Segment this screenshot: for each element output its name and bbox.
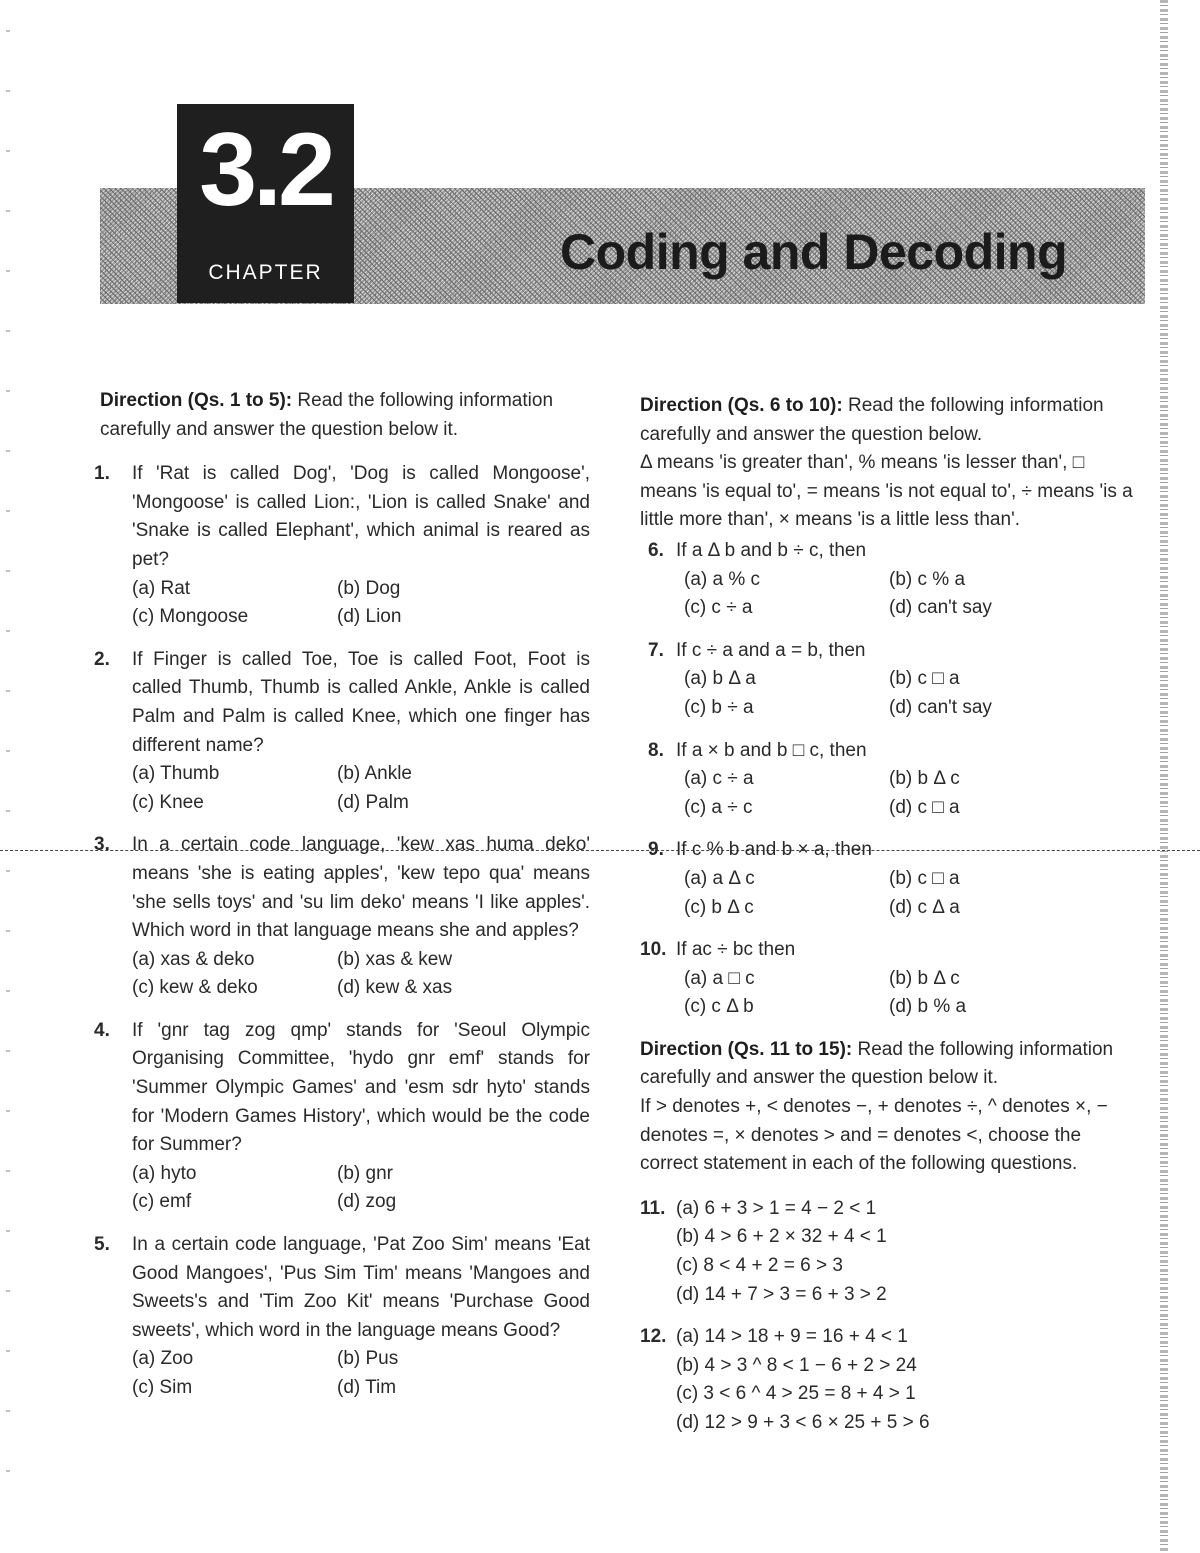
option-a[interactable]: (a) a □ c (684, 967, 755, 989)
options (132, 1160, 590, 1217)
option-a[interactable]: (a) xas & deko (132, 948, 255, 970)
question-text: If a × b and b □ c, then (676, 739, 867, 761)
option-d[interactable]: (d) c Δ a (889, 896, 960, 918)
chapter-number: 3.2 (199, 112, 332, 228)
question-8 (640, 737, 1142, 823)
options (132, 1345, 590, 1402)
question-number: 4. (94, 1019, 110, 1041)
statement-c[interactable]: (c) 3 < 6 ^ 4 > 25 = 8 + 4 > 1 (676, 1383, 916, 1405)
option-d[interactable]: (d) Lion (337, 606, 402, 628)
statement-options (676, 1323, 1142, 1437)
question-text: In a certain code language, 'Pat Zoo Sim' means 'Eat Good Mangoes', 'Pus Sim Tim' means 'Mangoes and Sweets's and 'Tim Zoo Kit' means 'Purchase Good sweets', which word in the language means Good? (132, 1234, 590, 1341)
direction-11-15 (640, 1036, 1142, 1179)
options (676, 566, 1142, 623)
option-c[interactable]: (c) Knee (132, 791, 204, 813)
option-d[interactable]: (d) c □ a (889, 796, 960, 818)
option-c[interactable]: (c) kew & deko (132, 977, 258, 999)
direction-text: Read the following information carefully and answer the question below it. (640, 1038, 1114, 1089)
question-number: 8. (648, 739, 664, 761)
statement-a[interactable]: (a) 6 + 3 > 1 = 4 − 2 < 1 (676, 1197, 877, 1219)
question-number: 11. (640, 1197, 666, 1219)
option-b[interactable]: (b) c % a (889, 568, 966, 590)
option-a[interactable]: (a) a % c (684, 568, 761, 590)
option-a[interactable]: (a) Thumb (132, 763, 220, 785)
statement-options (676, 1195, 1142, 1309)
question-text: If c ÷ a and a = b, then (676, 639, 866, 661)
statement-b[interactable]: (b) 4 > 3 ^ 8 < 1 − 6 + 2 > 24 (676, 1354, 917, 1376)
option-a[interactable]: (a) b Δ a (684, 668, 756, 690)
binding-dots (6, 30, 10, 1510)
question-text: If 'gnr tag zog qmp' stands for 'Seoul Olympic Organising Committee, 'hydo gnr emf' stands for 'Summer Olympic Games' and 'esm sdr hyto' stands for 'Modern Games History', which would be the code for Summer? (132, 1019, 590, 1156)
question-number: 1. (94, 463, 110, 485)
direction-lead: Direction (Qs. 11 to 15): (640, 1038, 853, 1060)
question-number: 9. (648, 839, 664, 861)
option-b[interactable]: (b) Dog (337, 577, 401, 599)
question-10 (640, 936, 1142, 1022)
option-a[interactable]: (a) hyto (132, 1162, 197, 1184)
options (132, 946, 590, 1003)
option-c[interactable]: (c) c Δ b (684, 996, 754, 1018)
option-c[interactable]: (c) b Δ c (684, 896, 754, 918)
option-d[interactable]: (d) Tim (337, 1377, 397, 1398)
option-a[interactable]: (a) c ÷ a (684, 768, 754, 790)
statement-b[interactable]: (b) 4 > 6 + 2 × 32 + 4 < 1 (676, 1226, 887, 1248)
option-c[interactable]: (c) c ÷ a (684, 597, 753, 619)
statement-d[interactable]: (d) 12 > 9 + 3 < 6 × 25 + 5 > 6 (676, 1412, 930, 1433)
question-4 (94, 1017, 590, 1217)
option-b[interactable]: (b) Ankle (337, 763, 412, 785)
option-c[interactable]: (c) b ÷ a (684, 696, 754, 718)
direction-lead: Direction (Qs. 1 to 5): (100, 390, 293, 411)
option-d[interactable]: (d) can't say (889, 597, 992, 619)
statement-c[interactable]: (c) 8 < 4 + 2 = 6 > 3 (676, 1255, 843, 1277)
question-11 (640, 1195, 1142, 1309)
question-text: If ac ÷ bc then (676, 939, 796, 961)
question-2 (94, 646, 590, 818)
option-b[interactable]: (b) xas & kew (337, 948, 453, 970)
question-12 (640, 1323, 1142, 1437)
symbol-key: If > denotes +, < denotes −, + denotes ÷, ^ denotes ×, − denotes =, × denotes > and = denotes <, choose the correct statement in each of the following questions. (640, 1096, 1108, 1175)
options (676, 665, 1142, 722)
options (676, 965, 1142, 1022)
question-7 (640, 637, 1142, 723)
option-c[interactable]: (c) Sim (132, 1377, 193, 1398)
question-number: 3. (94, 834, 110, 856)
option-b[interactable]: (b) b Δ c (889, 768, 960, 790)
question-3 (94, 831, 590, 1003)
options (132, 575, 590, 632)
option-c[interactable]: (c) a ÷ c (684, 796, 753, 818)
option-b[interactable]: (b) gnr (337, 1162, 393, 1184)
option-a[interactable]: (a) Zoo (132, 1348, 194, 1370)
option-a[interactable]: (a) Rat (132, 577, 191, 599)
direction-6-10 (640, 392, 1142, 535)
chapter-rule (181, 352, 350, 354)
question-1 (94, 460, 590, 632)
option-d[interactable]: (d) can't say (889, 696, 992, 718)
chapter-label: CHAPTER (208, 261, 323, 284)
options (132, 760, 590, 817)
question-text: If Finger is called Toe, Toe is called Foot, Foot is called Thumb, Thumb is called Ankle, Ankle is called Palm and Palm is called Knee, which one finger has different name? (132, 648, 590, 756)
question-number: 10. (640, 939, 667, 961)
question-text: If a Δ b and b ÷ c, then (676, 539, 867, 561)
statement-a[interactable]: (a) 14 > 18 + 9 = 16 + 4 < 1 (676, 1326, 908, 1348)
question-9 (640, 836, 1142, 922)
direction-text: Read the following information carefully and answer the question below it. (100, 390, 554, 440)
option-d[interactable]: (d) b % a (889, 996, 967, 1018)
option-b[interactable]: (b) b Δ c (889, 967, 960, 989)
option-b[interactable]: (b) c □ a (889, 867, 960, 889)
question-text: In a certain code language, 'kew xas huma deko' means 'she is eating apples', 'kew tepo qua' means 'she sells toys' and 'su lim deko' means 'I like apples'. Which word in that language means she and apples? (132, 834, 590, 942)
question-6 (640, 537, 1142, 623)
question-text: If 'Rat is called Dog', 'Dog is called Mongoose', 'Mongoose' is called Lion:, 'Lion is called Snake' and 'Snake is called Elephant', which animal is reared as pet? (132, 463, 590, 570)
page-edge-shadow (1160, 0, 1168, 1553)
statement-d[interactable]: (d) 14 + 7 > 3 = 6 + 3 > 2 (676, 1283, 887, 1305)
option-c[interactable]: (c) emf (132, 1191, 192, 1213)
question-number: 2. (94, 648, 110, 670)
question-5 (94, 1231, 590, 1403)
option-a[interactable]: (a) a Δ c (684, 867, 755, 889)
option-d[interactable]: (d) zog (337, 1191, 397, 1213)
option-d[interactable]: (d) kew & xas (337, 977, 453, 999)
symbol-key: Δ means 'is greater than', % means 'is lesser than', □ means 'is equal to', = means 'is not equal to', ÷ means 'is a little more than', × means 'is a little less than'. (640, 452, 1133, 531)
direction-1-5 (100, 387, 590, 444)
chapter-title: Coding and Decoding (560, 224, 1068, 280)
question-number: 6. (648, 539, 664, 561)
right-column (640, 392, 1142, 1452)
direction-text: Read the following information carefully and answer the question below. (640, 395, 1104, 445)
question-text: If c % b and b × a, then (676, 839, 872, 861)
question-number: 7. (648, 639, 664, 661)
question-number: 12. (640, 1326, 667, 1348)
option-b[interactable]: (b) Pus (337, 1348, 399, 1370)
direction-lead: Direction (Qs. 6 to 10): (640, 395, 843, 416)
options (676, 765, 1142, 822)
options (676, 865, 1142, 922)
option-b[interactable]: (b) c □ a (889, 668, 960, 690)
question-number: 5. (94, 1234, 110, 1256)
option-d[interactable]: (d) Palm (337, 791, 409, 813)
option-c[interactable]: (c) Mongoose (132, 606, 249, 628)
left-column (94, 387, 590, 1417)
